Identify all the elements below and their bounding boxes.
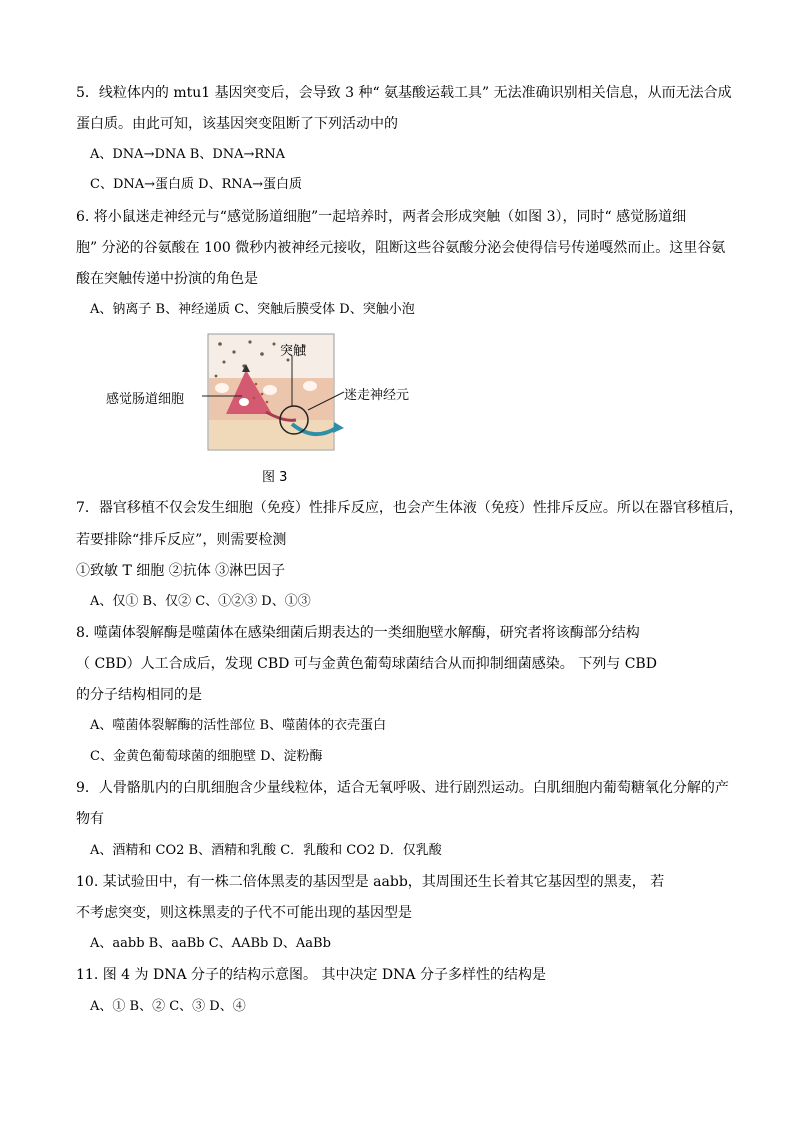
q6-options: A、钠离子 B、神经递质 C、突触后膜受体 D、突触小泡 (90, 302, 415, 317)
q8-line1: 8. 噬菌体裂解酶是噬菌体在感染细菌后期表达的一类细胞壁水解酶，研究者将该酶部分结构 (76, 625, 640, 641)
q6-line3: 酸在突触传递中扮演的角色是 (76, 271, 258, 287)
label-gut-sensory-cell: 感觉肠道细胞 (106, 392, 185, 407)
q8-line3: 的分子结构相同的是 (76, 687, 202, 703)
q9-line2: 物有 (76, 811, 104, 827)
q7-options: A、仅① B、仅② C、①②③ D、①③ (90, 594, 311, 609)
q9-line1: 9．人骨骼肌内的白肌细胞含少量线粒体，适合无氧呼吸、进行剧烈运动。白肌细胞内葡萄糖氧化分解的产 (76, 780, 729, 796)
q7-line1: 7．器官移植不仅会发生细胞（免疫）性排斥反应，也会产生体液（免疫）性排斥反应。所以在器官移植后， (76, 500, 743, 516)
q8-options-ab: A、噬菌体裂解酶的活性部位 B、噬菌体的衣壳蛋白 (90, 718, 387, 733)
q6-line2: 胞” 分泌的谷氨酸在 100 微秒内被神经元接收，阻断这些谷氨酸分泌会使得信号传递嘎然而止。这里谷氨 (76, 240, 726, 256)
q11-options: A、① B、② C、③ D、④ (90, 999, 246, 1014)
q7-line2: 若要排除“排斥反应”，则需要检测 (76, 532, 287, 548)
q10-line2: 不考虑突变，则这株黑麦的子代不可能出现的基因型是 (76, 905, 412, 921)
q5-options-ab: A、DNA→DNA B、DNA→RNA (90, 147, 285, 162)
q5-line2: 蛋白质。由此可知，该基因突变阻断了下列活动中的 (76, 116, 398, 132)
figure-caption: 图 3 (262, 470, 288, 485)
label-vagus-neuron: 迷走神经元 (344, 388, 410, 403)
q7-line3: ①致敏 T 细胞 ②抗体 ③淋巴因子 (76, 563, 286, 579)
figure-3 (104, 332, 424, 485)
q8-line2: （ CBD）人工合成后，发现 CBD 可与金黄色葡萄球菌结合从而抑制细菌感染。 下列与 CBD (76, 656, 657, 672)
label-synapse: 突触 (280, 344, 307, 359)
q8-options-cd: C、金黄色葡萄球菌的细胞壁 D、淀粉酶 (90, 749, 323, 764)
q6-line1: 6. 将小鼠迷走神经元与“感觉肠道细胞”一起培养时，两者会形成突触（如图 3），同时“ 感觉肠道细 (76, 209, 687, 225)
q10-line1: 10. 某试验田中，有一株二倍体黑麦的基因型是 aabb，其周围还生长着其它基因型的黑麦， 若 (76, 874, 665, 890)
q9-options: A、酒精和 CO2 B、酒精和乳酸 C．乳酸和 CO2 D．仅乳酸 (90, 843, 442, 858)
q11-line1: 11. 图 4 为 DNA 分子的结构示意图。 其中决定 DNA 分子多样性的结构是 (76, 967, 546, 983)
q10-options: A、aabb B、aaBb C、AABb D、AaBb (90, 936, 331, 951)
q5-options-cd: C、DNA→蛋白质 D、RNA→蛋白质 (90, 177, 303, 192)
q5-line1: 5．线粒体内的 mtu1 基因突变后，会导致 3 种“ 氨基酸运载工具” 无法准确识别相关信息，从而无法合成 (76, 85, 732, 101)
synapse-illustration (104, 332, 424, 482)
